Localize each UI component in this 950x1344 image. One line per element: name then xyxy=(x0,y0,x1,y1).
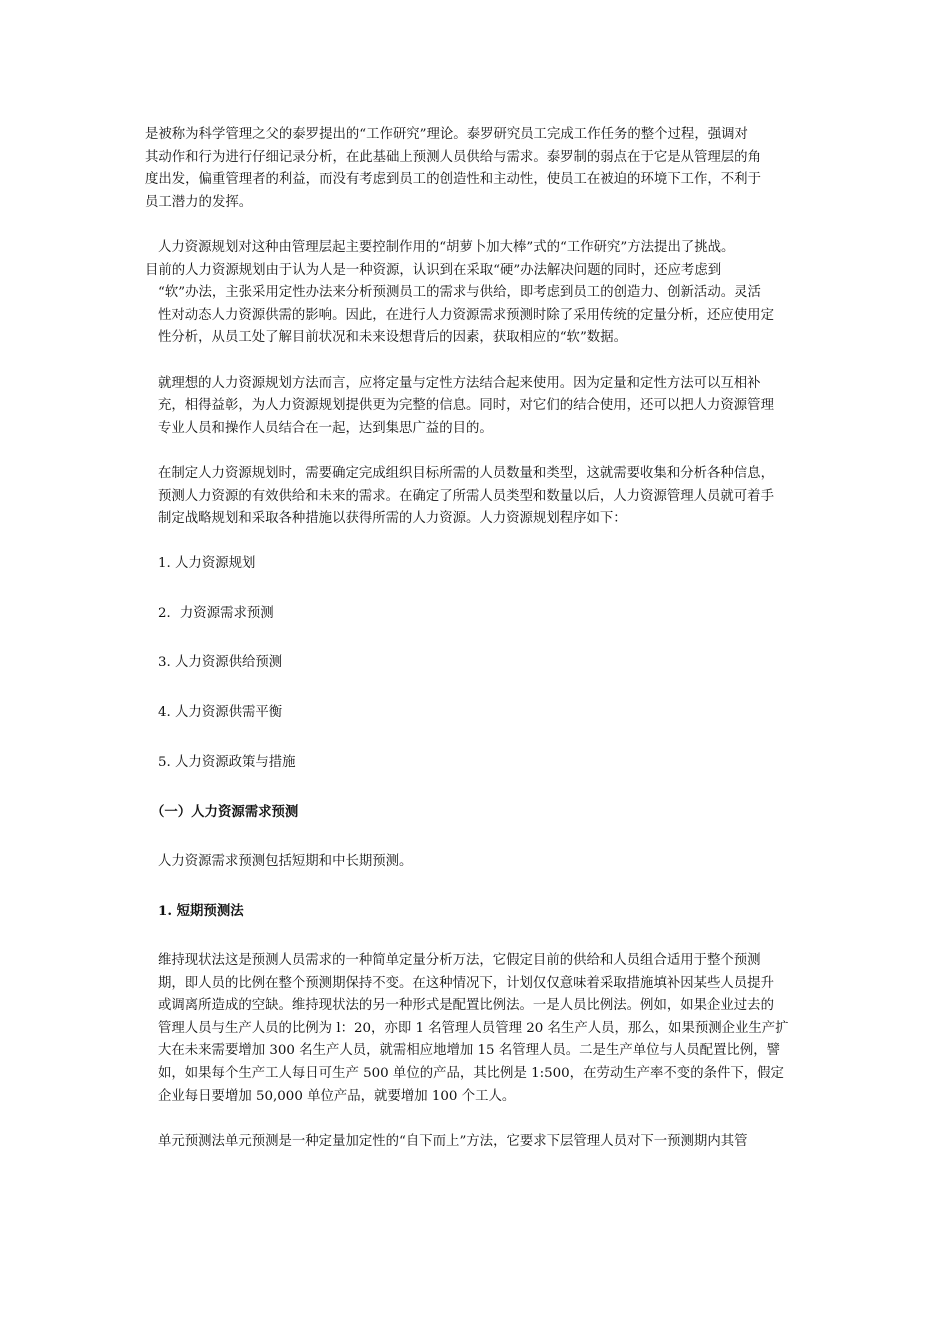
text-line: “软”办法，主张采用定性办法来分析预测员工的需求与供给，即考虑到员工的创造力、创新活动。灵活 xyxy=(158,285,761,301)
list-item: 3. 人力资源供给预测 xyxy=(158,655,283,671)
section-heading-demand-forecast: （一）人力资源需求预测 xyxy=(151,804,299,821)
text-line: 大在未来需要增加 300 名生产人员，就需相应地增加 15 名管理人员。二是生产单位与人员配置比例，譬 xyxy=(158,1043,781,1059)
list-item: 2．力资源需求预测 xyxy=(158,605,274,621)
text-line: 在制定人力资源规划时，需要确定完成组织目标所需的人员数量和类型，这就需要收集和分析各种信息， xyxy=(158,465,774,481)
text-line: 就理想的人力资源规划方法而言，应将定量与定性方法结合起来使用。因为定量和定性方法可以互相补 xyxy=(158,375,761,391)
text-line: 专业人员和操作人员结合在一起，达到集思广益的目的。 xyxy=(158,420,493,436)
text-line: 期，即人员的比例在整个预测期保持不变。在这种情况下，计划仅仅意味着采取措施填补因某些人员提升 xyxy=(158,975,774,991)
text-line: 人力资源规划对这种由管理层起主要控制作用的“胡萝卜加大棒”式的“工作研究”方法提出了挑战。 xyxy=(158,239,735,255)
text-line: 维持现状法这是预测人员需求的一种简单定量分析万法，它假定目前的供给和人员组合适用于整个预测 xyxy=(158,953,761,969)
paragraph-planning-procedure xyxy=(145,463,810,531)
text-line: 或调离所造成的空缺。维持现状法的另一种形式是配置比例法。一是人员比例法。例如，如果企业过去的 xyxy=(158,998,774,1014)
text-line: 预测人力资源的有效供给和未来的需求。在确定了所需人员类型和数量以后，人力资源管理人员就可着手 xyxy=(158,488,774,504)
text-line: 企业每日要增加 50,000 单位产品，就要增加 100 个工人。 xyxy=(158,1088,516,1104)
paragraph-demand-forecast-intro: 人力资源需求预测包括短期和中长期预测。 xyxy=(158,853,413,869)
text-line: 管理人员与生产人员的比例为 l：20，亦即 1 名管理人员管理 20 名生产人员，那么，如果预测企业生产扩 xyxy=(158,1020,789,1036)
list-item: 4. 人力资源供需平衡 xyxy=(158,705,283,721)
text-line: 性对动态人力资源供需的影响。因此，在进行人力资源需求预测时除了采用传统的定量分析，还应使用定 xyxy=(158,307,774,323)
paragraph-unit-forecast-method: 单元预测法单元预测是一种定量加定性的“自下而上”方法，它要求下层管理人员对下一预测期内其管 xyxy=(158,1133,748,1149)
list-item: 1. 人力资源规划 xyxy=(158,556,256,572)
paragraph-taylor-work-study xyxy=(145,124,810,214)
text-line: 度出发，偏重管理者的利益，而没有考虑到员工的创造性和主动性，使员工在被迫的环境下工作，不利于 xyxy=(145,172,761,188)
paragraph-hr-planning-challenge xyxy=(145,237,810,350)
text-line: 员工潜力的发挥。 xyxy=(145,194,253,210)
text-line: 性分析，从员工处了解目前状况和未来设想背后的因素，获取相应的“软”数据。 xyxy=(158,330,627,346)
list-item: 5. 人力资源政策与措施 xyxy=(158,754,296,770)
text-line: 制定战略规划和采取各种措施以获得所需的人力资源。人力资源规划程序如下： xyxy=(158,511,627,527)
text-line: 目前的人力资源规划由于认为人是一种资源，认识到在采取“硬”办法解决问题的同时，还应考虑到 xyxy=(145,262,722,278)
text-line: 充，相得益彰，为人力资源规划提供更为完整的信息。同时，对它们的结合使用，还可以把人力资源管理 xyxy=(158,398,774,414)
paragraph-status-quo-method xyxy=(145,950,810,1108)
text-line: 其动作和行为进行仔细记录分析，在此基础上预测人员供给与需求。泰罗制的弱点在于它是从管理层的角 xyxy=(145,149,761,165)
subsection-heading-short-term: 1. 短期预测法 xyxy=(158,903,244,920)
text-line: 是被称为科学管理之父的泰罗提出的“工作研究”理论。泰罗研究员工完成工作任务的整个过程，强调对 xyxy=(145,127,748,142)
document-page xyxy=(145,124,810,1153)
paragraph-ideal-method xyxy=(145,373,810,441)
text-line: 如，如果每个生产工人每日可生产 500 单位的产品，其比例是 1:500，在劳动生产率不变的条件下，假定 xyxy=(158,1066,784,1081)
